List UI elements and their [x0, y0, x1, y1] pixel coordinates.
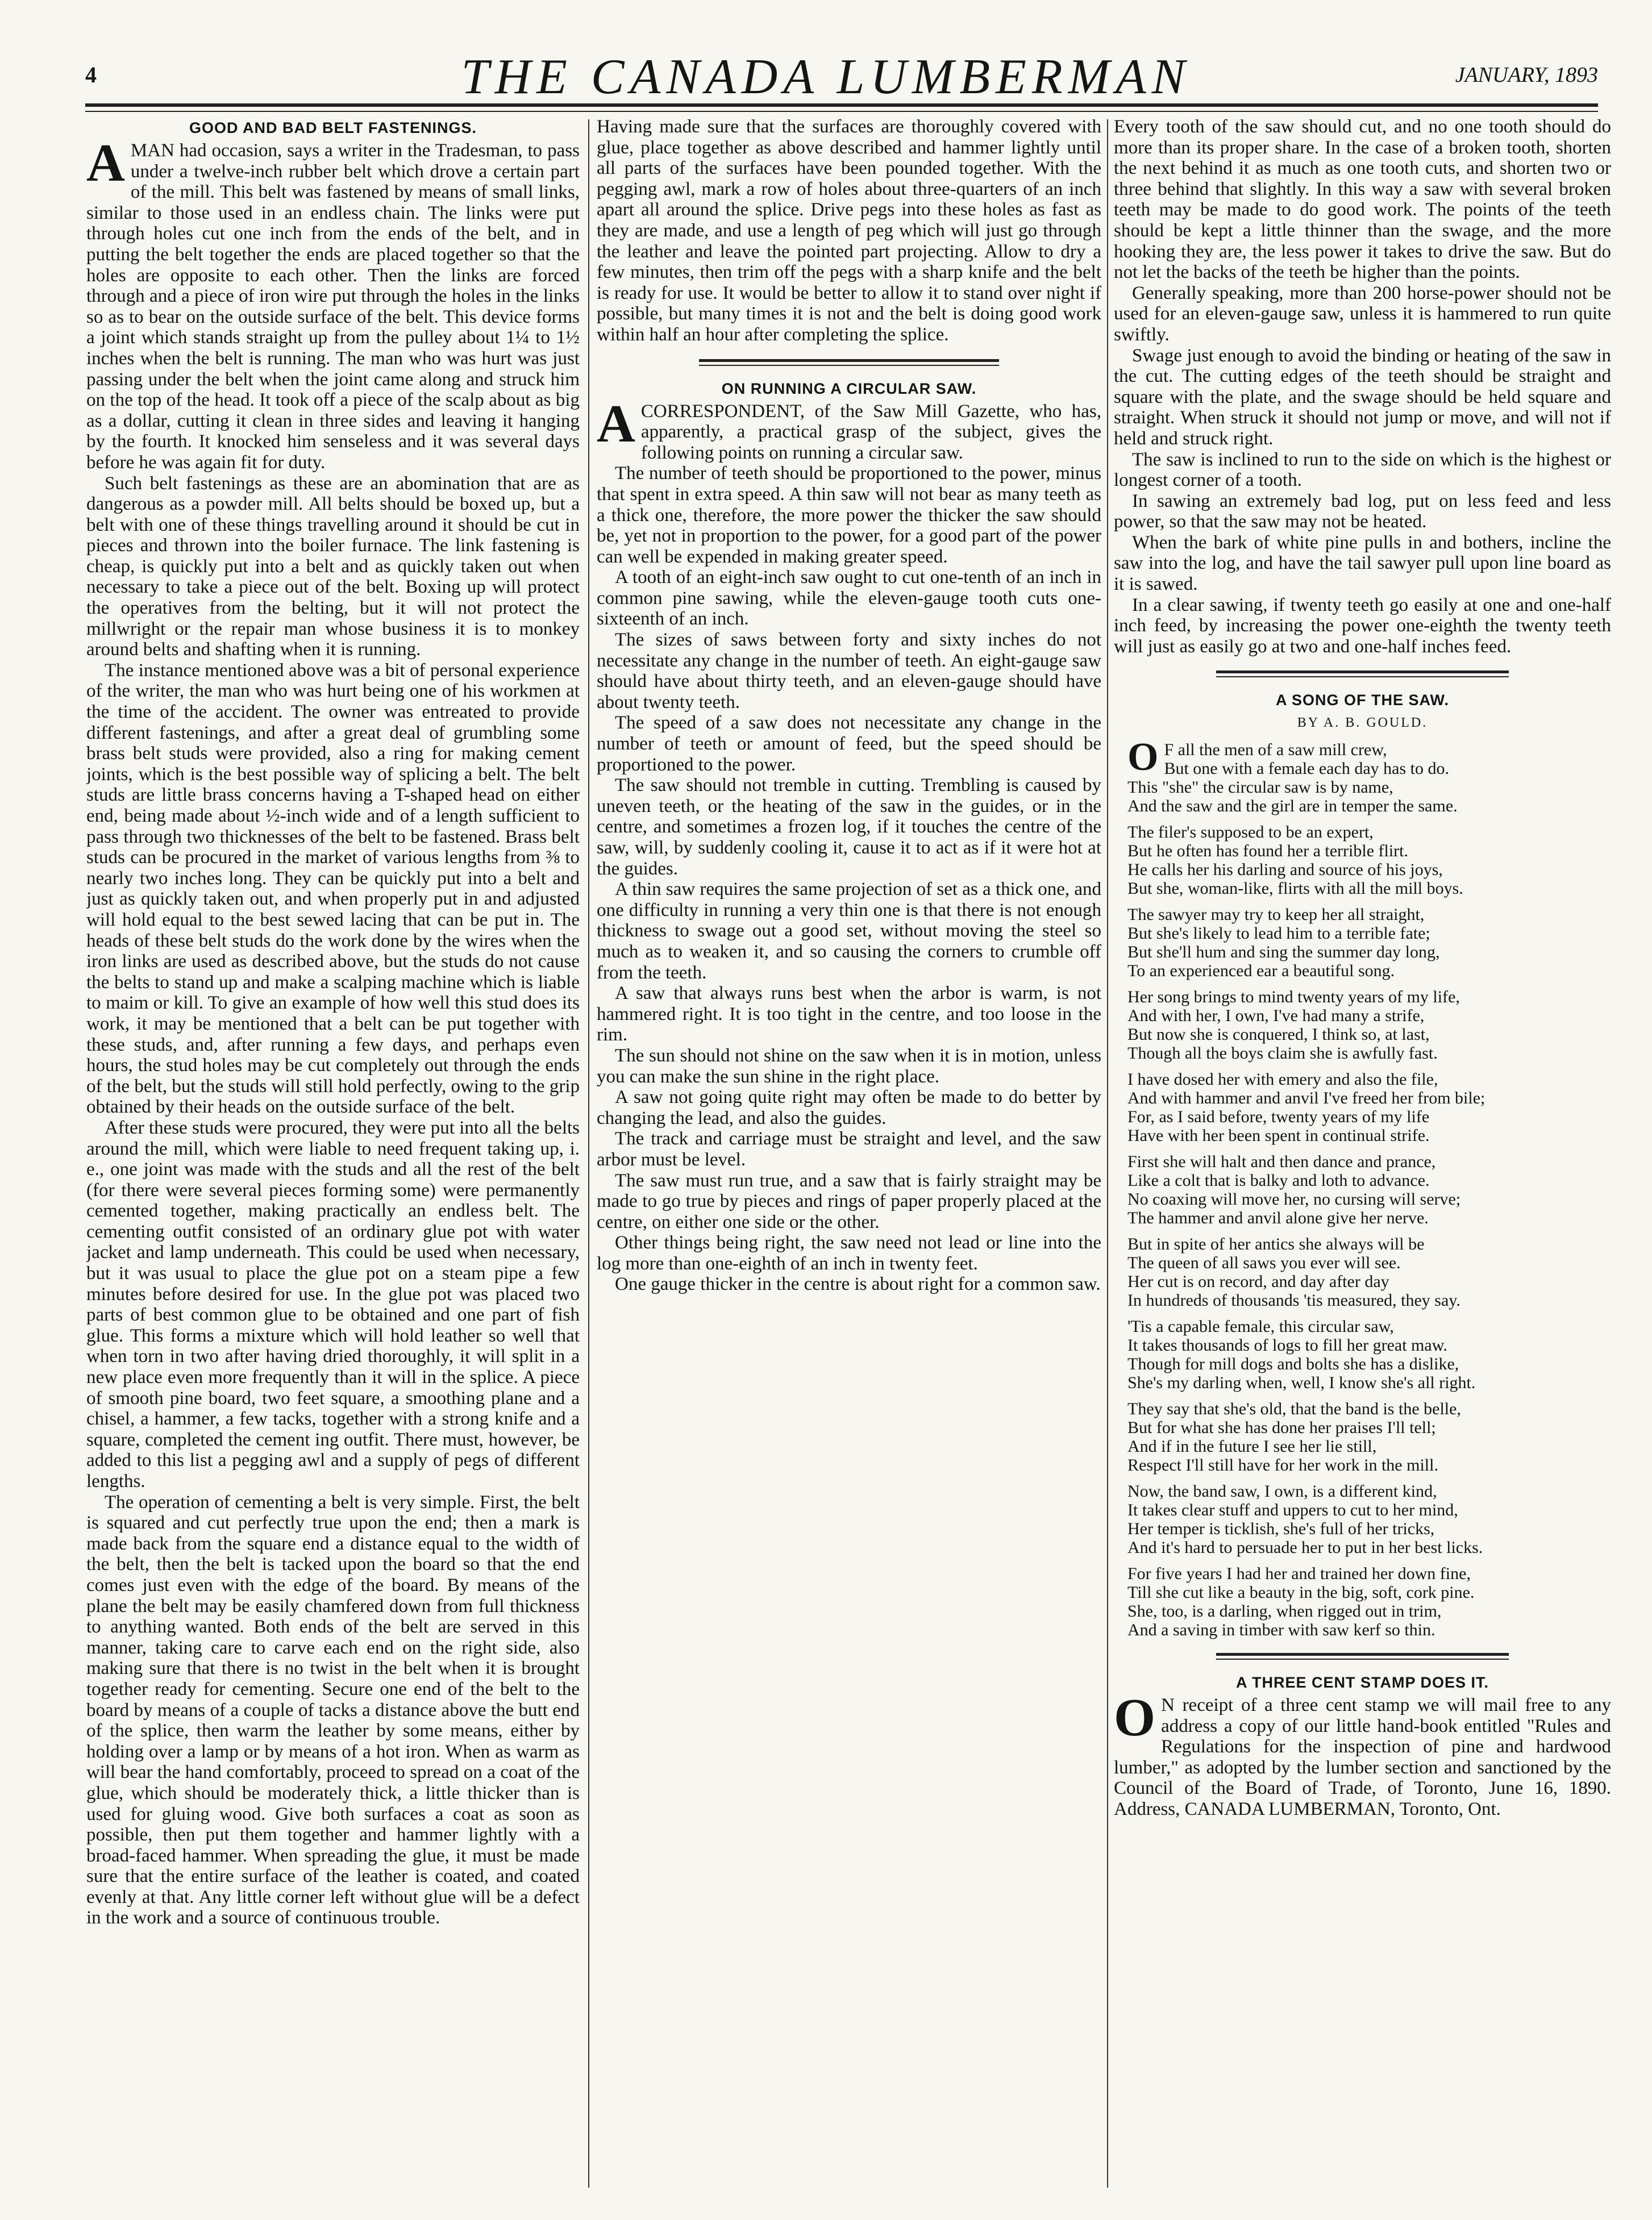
poem-line: No coaxing will move her, no cursing will serve;: [1127, 1190, 1461, 1209]
poem-line: But in spite of her antics she always will be: [1127, 1235, 1425, 1254]
poem-stanza: [1127, 1235, 1611, 1310]
poem-line: And it's hard to persuade her to put in her best licks.: [1127, 1538, 1483, 1557]
article-paragraph: The saw must run true, and a saw that is fairly straight may be made to go true by pieces and rings of paper properly placed at the centre, on either one side or the other.: [597, 1170, 1101, 1232]
poem-stanza: [1127, 1317, 1611, 1392]
poem-line: It takes thousands of logs to fill her great maw.: [1127, 1336, 1447, 1355]
poem-line: First she will halt and then dance and prance,: [1127, 1152, 1436, 1172]
article-paragraph: When the bark of white pine pulls in and bothers, incline the saw into the log, and have the tail sawyer pull upon line board as it is sawed.: [1114, 532, 1611, 595]
article-paragraph: O N receipt of a three cent stamp we will mail free to any address a copy of our little hand-book entitled "Rules and Regulations for the inspection of pine and hardwood lumber," as adopted by the lumber section and sanctioned by the Council of the Board of Trade, of Toronto, June 16, 1890. Address, CANADA LUMBERMAN, Toronto, Ont.: [1114, 1688, 1611, 1819]
poem-line: O F all the men of a saw mill crew,: [1127, 735, 1387, 780]
article-paragraph: After these studs were procured, they were put into all the belts around the mill, which were liable to need frequent taking up, i. e., one joint was made with the studs and all the rest of the belt (for there were several pieces forming some) were permanently cemented together, making practically an endless belt. The cementing outfit consisted of an ordinary glue pot with water jacket and lamp underneath. This could be used when necessary, but it was usual to place the glue pot on a steam pipe a few minutes before desired for use. In the glue pot was placed two parts of best common glue to be obtained and one part of fish glue. This forms a mixture which will hold leather so well that when torn in two after having dried thoroughly, it will split in a new place even more frequently than it will in the splice. A piece of smooth pine board, two feet square, a smoothing plane and a chisel, a hammer, a few tacks, together with a strong knife and a square, completed the cement ing outfit. There must, however, be added to this list a pegging awl and a supply of pegs of different lengths.: [86, 1117, 580, 1492]
issue-date: JANUARY, 1893: [1455, 63, 1598, 87]
masthead-rule-thin: [85, 111, 1598, 112]
poem-line: Have with her been spent in continual strife.: [1127, 1126, 1430, 1146]
poem-line: It takes clear stuff and uppers to cut to her mind,: [1127, 1501, 1458, 1520]
article-paragraph: The number of teeth should be proportioned to the power, minus that spent in extra speed. A thin saw will not bear as many teeth as a thick one, therefore, the more power the thicker the saw should be, yet not in proportion to the power, for a good part of the power can well be expended in making greater speed.: [597, 463, 1101, 567]
poem-stanza: [1127, 823, 1611, 898]
poem-line: In hundreds of thousands 'tis measured, they say.: [1127, 1291, 1460, 1310]
article-paragraph: Other things being right, the saw need not lead or line into the log more than one-eighth of an inch in twenty feet.: [597, 1232, 1101, 1274]
poem-line: She's my darling when, well, I know she's all right.: [1127, 1373, 1476, 1393]
poem-line: Her temper is ticklish, she's full of her tricks,: [1127, 1519, 1435, 1539]
poem-line: And with her, I own, I've had many a strife,: [1127, 1006, 1425, 1026]
masthead: [0, 0, 1652, 108]
poem-line: The hammer and anvil alone give her nerve.: [1127, 1209, 1429, 1228]
article-paragraph: The saw should not tremble in cutting. Trembling is caused by uneven teeth, or the heating of the saw in the guides, or in the centre, and sometimes a frozen log, if it touches the centre of the saw, will, by suddenly cooling it, cause it to act as if it were hot at the guides.: [597, 775, 1101, 879]
drop-cap: O: [1127, 735, 1159, 780]
poem-byline: BY A. B. GOULD.: [1297, 715, 1428, 731]
poem-line: But one with a female each day has to do.: [1164, 759, 1449, 778]
poem-line: He calls her his darling and source of his joys,: [1127, 860, 1443, 880]
article-paragraph: In sawing an extremely bad log, put on less feed and less power, so that the saw may not be heated.: [1114, 490, 1611, 532]
article-paragraph: Swage just enough to avoid the binding or heating of the saw in the cut. The cutting edges of the teeth should be straight and square with the plate, and the swage should be held square and straight. When struck it should not jump or move, and will not if held and struck right.: [1114, 345, 1611, 449]
section-separator: [1114, 665, 1611, 682]
poem-line: And if in the future I see her lie still,: [1127, 1437, 1377, 1456]
poem-line: Now, the band saw, I own, is a different kind,: [1127, 1482, 1437, 1501]
article-paragraph: The sizes of saws between forty and sixty inches do not necessitate any change in the number of teeth. An eight-gauge saw should have about thirty teeth, and an eleven-gauge should have about twenty teeth.: [597, 630, 1101, 713]
poem-line: But she'll hum and sing the summer day long,: [1127, 943, 1440, 962]
column-1: [86, 116, 580, 2196]
poem-line: And with hammer and anvil I've freed her from bile;: [1127, 1089, 1485, 1108]
poem-line: Though all the boys claim she is awfully fast.: [1127, 1044, 1438, 1063]
poem-line: Till she cut like a beauty in the big, soft, cork pine.: [1127, 1583, 1475, 1602]
poem-line: Respect I'll still have for her work in the mill.: [1127, 1456, 1438, 1475]
article-title: GOOD AND BAD BELT FASTENINGS.: [189, 119, 477, 136]
poem-line: She, too, is a darling, when rigged out in trim,: [1127, 1602, 1442, 1621]
poem-line: Her cut is on record, and day after day: [1127, 1272, 1389, 1292]
column-3: [1114, 116, 1611, 2196]
article-paragraph: The operation of cementing a belt is very simple. First, the belt is squared and cut perfectly true upon the end; then a mark is made back from the square end a distance equal to the width of the belt, then the belt is tacked upon the board so that the end comes just even with the edge of the board. By means of the plane the belt may be easily chamfered down from full thickness to anything wanted. Both ends of the belt are served in this manner, taking care to carve each end on the right side, also making sure that there is no twist in the belt when it is brought together ready for cementing. Secure one end of the belt to the board by means of a couple of tacks a distance above the butt end of the splice, then warm the leather by some means, either by holding over a lamp or by means of a hot iron. When as warm as will bear the hand comfortably, proceed to spread on a coat of the glue, which should be moderately thick, a little thicker than is used for gluing wood. Give both surfaces a coat as soon as possible, then put them together and hammer lightly with a broad-faced hammer. When spreading the glue, it must be made sure that the entire surface of the leather is coated, and coated evenly at that. Any little corner left without glue will be a defect in the work and a source of continuous trouble.: [86, 1492, 580, 1929]
article-paragraph: Having made sure that the surfaces are thoroughly covered with glue, place together as above described and hammer lightly until all parts of the surfaces have been pounded together. With the pegging awl, mark a row of holes about three-quarters of an inch apart all around the splice. Drive pegs into these holes as fast as they are made, and use a length of peg which will just go through the leather and leave the pointed part projecting. Allow to dry a few minutes, then trim off the pegs with a sharp knife and the belt is ready for use. It would be better to allow it to stand over night if possible, but many times it is not and the belt is doing good work within half an hour after completing the splice.: [597, 116, 1101, 345]
poem-line: The sawyer may try to keep her all straight,: [1127, 905, 1425, 924]
poem-stanza: [1127, 1152, 1611, 1227]
article-paragraph: The track and carriage must be straight and level, and the saw arbor must be level.: [597, 1128, 1101, 1170]
article-paragraph: Generally speaking, more than 200 horse-power should not be used for an eleven-gauge saw, unless it is hammered to run quite swiftly.: [1114, 282, 1611, 345]
column-divider: [1107, 119, 1108, 2188]
poem-stanza: [1127, 1070, 1611, 1145]
poem-line: For, as I said before, twenty years of my life: [1127, 1107, 1430, 1127]
poem-line: But she's likely to lead him to a terrible fate;: [1127, 924, 1430, 943]
article-paragraph-continued: Every tooth of the saw should cut, and no one tooth should do more than its proper share. In the case of a broken tooth, shorten the next behind it as much as one tooth cuts, and shorten two or three behind that slightly. In this way a saw with several broken teeth may be made to do good work. The points of the teeth should be kept a little thinner than the swage, and the more hooking they are, the less power it takes to drive the saw. But do not let the backs of the teeth be higher than the points.: [1114, 116, 1611, 283]
poem-line: But she, woman-like, flirts with all the mill boys.: [1127, 879, 1463, 898]
article-paragraph: The instance mentioned above was a bit of personal experience of the writer, the man who was hurt being one of his workmen at the time of the accident. The owner was entreated to provide different fastenings, and after a great deal of grumbling some brass belt studs were provided, also a ring for making cement joints, which is the best possible way of splicing a belt. The belt studs are little brass concerns having a T-shaped head on either end, being made about ½-inch wide and of a length sufficient to pass through two thicknesses of the belt to be fastened. Brass belt studs can be procured in the market of various lengths from ⅜ to nearly two inches long. They can be quickly put into a belt and just as quickly taken out, and when properly put in and adjusted will hold equal to the best sewed lacing that can be put in. The heads of these belt studs do the work done by the wires when the iron links are used as described above, but the studs do not cause the belts to stand up and make a scalping machine which is liable to maim or kill. To give an example of how well this stud does its work, it may be mentioned that a belt can be put together with these studs, and, after running a few days, and perhaps even hours, the stud holes may be cut completely out through the ends of the belt, but the studs will still hold perfectly, owing to the grip obtained by their heads on the outside surface of the belt.: [86, 660, 580, 1118]
article-paragraph: Such belt fastenings as these are an abomination that are as dangerous as a powder mill. All belts should be boxed up, but a belt with one of these things travelling around it should be cut in pieces and thrown into the boiler furnace. The link fastening is cheap, is quickly put into a belt and as quickly taken out when necessary to take a piece out of the belt. Boxing up will protect the operatives from the belting, but it will not protect the millwright or the repair man whose business it is to monkey around belts and shafting when it is running.: [86, 473, 580, 660]
drop-cap: A: [86, 134, 125, 193]
poem-line: 'Tis a capable female, this circular saw,: [1127, 1317, 1394, 1336]
article-title: ON RUNNING A CIRCULAR SAW.: [721, 380, 977, 397]
poem-stanza: [1127, 1564, 1611, 1639]
newspaper-title: THE CANADA LUMBERMAN: [461, 49, 1191, 105]
poem-line: The queen of all saws you ever will see.: [1127, 1253, 1401, 1273]
article-paragraph: [597, 394, 1101, 464]
poem-stanza: [1127, 905, 1611, 980]
article-paragraph: A saw not going quite right may often be made to do better by changing the lead, and also the guides.: [597, 1087, 1101, 1128]
poem-stanza: [1127, 988, 1611, 1063]
poem-line: And a saving in timber with saw kerf so thin.: [1127, 1621, 1435, 1640]
drop-cap: O: [1114, 1688, 1156, 1748]
poem-stanza: [1127, 735, 1611, 816]
section-separator: [597, 353, 1101, 370]
poem-line: Her song brings to mind twenty years of my life,: [1127, 988, 1460, 1007]
article-paragraph: A saw that always runs best when the arbor is warm, is not hammered right. It is too tight in the centre, and too loose in the rim.: [597, 983, 1101, 1046]
article-paragraph: The sun should not shine on the saw when it is in motion, unless you can make the sun shine in the right place.: [597, 1045, 1101, 1087]
poem-line: And the saw and the girl are in temper the same.: [1127, 797, 1458, 816]
poem-line: This "she" the circular saw is by name,: [1127, 778, 1393, 797]
poem-line: For five years I had her and trained her down fine,: [1127, 1564, 1471, 1584]
poem-line: They say that she's old, that the band is the belle,: [1127, 1400, 1461, 1419]
poem-stanza: [1127, 1482, 1611, 1557]
poem-line: The filer's supposed to be an expert,: [1127, 823, 1374, 842]
drop-cap: A: [597, 394, 635, 453]
column-2: [597, 116, 1101, 2196]
section-separator: [1114, 1647, 1611, 1664]
poem-line: Though for mill dogs and bolts she has a dislike,: [1127, 1355, 1459, 1374]
article-paragraph: The speed of a saw does not necessitate any change in the number of teeth or amount of feed, but the speed should be proportioned to the power.: [597, 713, 1101, 775]
poem-stanza: [1127, 1400, 1611, 1475]
poem-line: Like a colt that is balky and loth to advance.: [1127, 1171, 1430, 1190]
poem-line: But he often has found her a terrible flirt.: [1127, 842, 1409, 861]
column-divider: [588, 119, 589, 2188]
article-paragraph: A tooth of an eight-inch saw ought to cut one-tenth of an inch in common pine sawing, while the eleven-gauge tooth cuts one-sixteenth of an inch.: [597, 567, 1101, 630]
article-title: A THREE CENT STAMP DOES IT.: [1235, 1674, 1489, 1692]
poem-line: To an experienced ear a beautiful song.: [1127, 961, 1395, 981]
article-paragraph: The saw is inclined to run to the side on which is the highest or longest corner of a tooth.: [1114, 449, 1611, 491]
article-paragraph: In a clear sawing, if twenty teeth go easily at one and one-half inch feed, by increasing the power one-eighth the twenty teeth will just as easily go at two and one-half inches feed.: [1114, 594, 1611, 657]
page-number: 4: [85, 62, 97, 88]
article-text: CORRESPONDENT, of the Saw Mill Gazette, who has, apparently, a practical grasp of the subject, gives the following points on running a circular saw.: [640, 401, 1101, 463]
poem-line: I have dosed her with emery and also the file,: [1127, 1070, 1438, 1089]
article-paragraph: AMAN had occasion, says a writer in the Tradesman, to pass under a twelve-inch rubber belt which drove a certain part of the mill. This belt was fastened by means of small links, similar to those used in an endless chain. The links were put through holes cut one inch from the ends of the belt, and in putting the belt together the ends are placed together so that the holes are opposite to each other. Then the links are forced through and a piece of iron wire put through the holes in the links so as to bear on the outside surface of the belt. This device forms a joint which stands straight up from the pulley about 1¼ to 1½ inches when the belt is running. The man who was hurt was just passing under the belt when the joint came along and struck him on the top of the head. It took off a piece of the scalp about as big as a dollar, cutting it clean in three sides and leaving it hanging by the fourth. It knocked him senseless and it was several days before he was again fit for duty.: [86, 134, 580, 473]
poem-title: A SONG OF THE SAW.: [1275, 692, 1450, 709]
masthead-rule-thick: [85, 103, 1598, 107]
poem-line: But for what she has done her praises I'll tell;: [1127, 1418, 1436, 1438]
article-paragraph: One gauge thicker in the centre is about right for a common saw.: [615, 1274, 1101, 1295]
poem-line: But now she is conquered, I think so, at last,: [1127, 1025, 1430, 1044]
article-paragraph: A thin saw requires the same projection of set as a thick one, and one difficulty in running a very thin one is that there is not enough thickness to swage out a good set, without moving the steel so much as to weaken it, and so causing the corners to crumble off from the teeth.: [597, 879, 1101, 983]
